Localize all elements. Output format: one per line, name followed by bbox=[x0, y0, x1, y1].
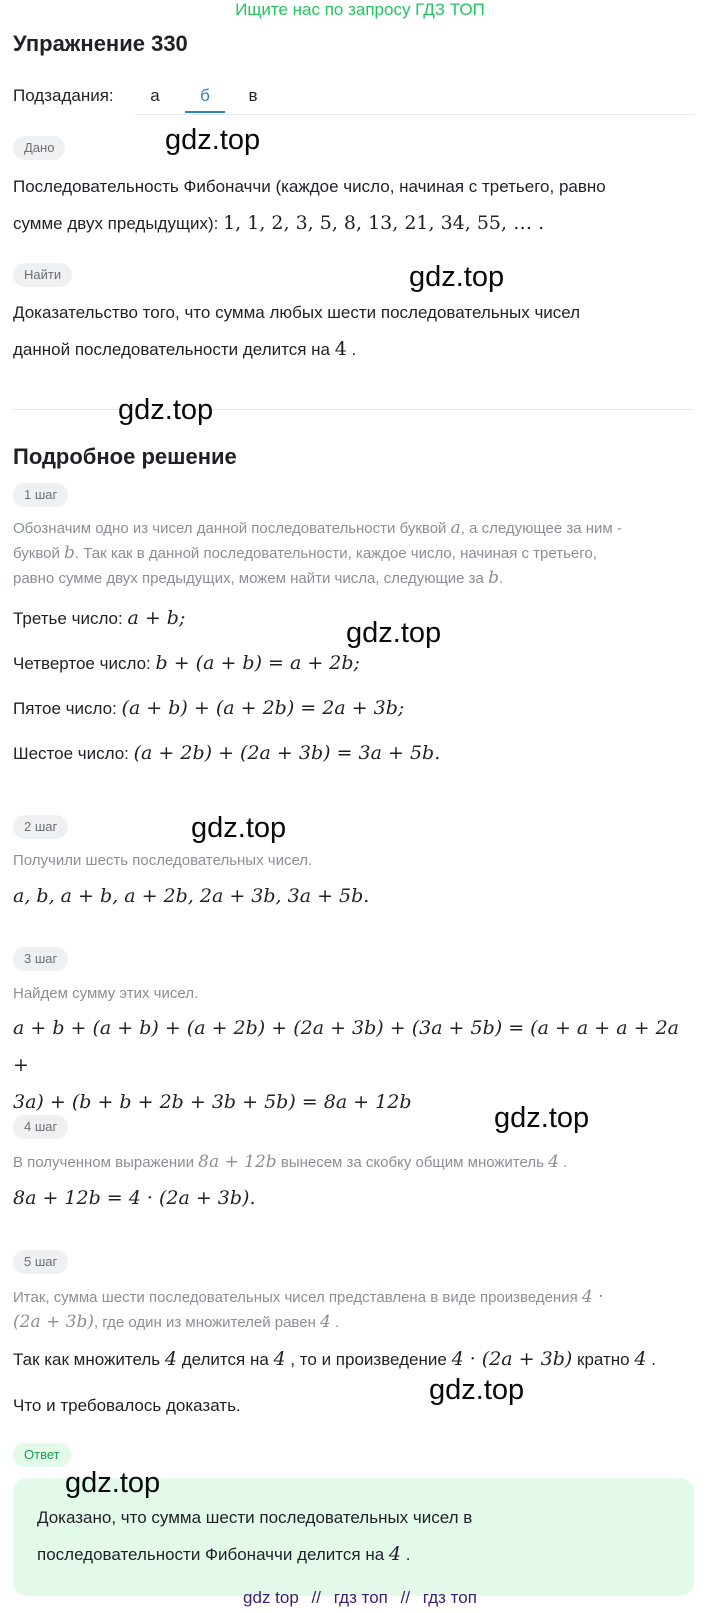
given-line-2-text: сумме двух предыдущих): bbox=[13, 214, 219, 233]
step4-gray-m2: 4 bbox=[548, 1152, 559, 1172]
step1-explanation bbox=[13, 516, 693, 591]
footer-separator: // bbox=[400, 1588, 411, 1607]
tabs-baseline bbox=[135, 114, 694, 115]
step1-gray2b: . Так как в данной последовательности, каждое число, начиная с третьего, bbox=[74, 545, 597, 562]
step5-gray1m: 4 · bbox=[581, 1287, 604, 1307]
fifth-number-label: Пятое число: bbox=[13, 699, 117, 718]
step3-explanation: Найдем сумму этих чисел. bbox=[13, 985, 199, 1002]
step5-line1a: Так как множитель bbox=[13, 1350, 161, 1369]
tab-a[interactable]: а bbox=[150, 86, 160, 105]
step1-gray1m: a bbox=[450, 518, 461, 538]
step5-line1b: делится на bbox=[181, 1350, 269, 1369]
step5-gray2b: . bbox=[335, 1314, 340, 1331]
fourth-number-math: b + (a + b) = a + 2b; bbox=[155, 652, 360, 674]
step1-gray-line-1 bbox=[13, 516, 693, 541]
step3-math-line-1 bbox=[13, 1010, 693, 1084]
step1-gray1a: Обозначим одно из чисел данной последовательности буквой bbox=[13, 520, 447, 537]
footer-link-1[interactable]: gdz top bbox=[243, 1588, 299, 1607]
step4-chip: 4 шаг bbox=[13, 1115, 68, 1139]
step3-math-block bbox=[13, 1010, 693, 1121]
tab-b[interactable]: б bbox=[200, 86, 210, 105]
solution-title: Подробное решение bbox=[13, 444, 237, 469]
sixth-number-math: (a + 2b) + (2a + 3b) = 3a + 5b. bbox=[133, 742, 441, 764]
answer-line-2-text: последовательности Фибоначчи делится на bbox=[37, 1545, 385, 1564]
step5-line1m1: 4 bbox=[164, 1348, 177, 1370]
footer-link-3[interactable]: гдз топ bbox=[422, 1588, 477, 1607]
step5-line-2: Что и требовалось доказать. bbox=[13, 1396, 241, 1415]
step1-gray3m: b bbox=[488, 568, 499, 588]
find-chip: Найти bbox=[13, 263, 72, 287]
footer-link-2[interactable]: гдз топ bbox=[333, 1588, 388, 1607]
step4-gray-b: вынесем за скобку общим множитель bbox=[280, 1154, 544, 1171]
watermark: gdz.top bbox=[409, 261, 505, 293]
step5-gray2a: , где один из множителей равен bbox=[93, 1314, 316, 1331]
step1-gray2m: b bbox=[64, 543, 75, 563]
find-line-2-text: данной последовательности делится на bbox=[13, 340, 330, 359]
step1-gray1b: , а следующее за ним - bbox=[460, 520, 622, 537]
find-line-2-tail: . bbox=[351, 340, 357, 359]
step5-gray-line-2 bbox=[13, 1310, 693, 1335]
third-number-label: Третье число: bbox=[13, 609, 123, 628]
sixth-number-line bbox=[13, 731, 693, 776]
step2-math-line bbox=[13, 878, 693, 915]
step3-math-line-2 bbox=[13, 1084, 693, 1121]
step5-gray-line-1 bbox=[13, 1285, 693, 1310]
step1-gray2a: буквой bbox=[13, 545, 60, 562]
answer-line-2 bbox=[37, 1536, 677, 1573]
find-text bbox=[13, 295, 693, 368]
step4-math: 8a + 12b = 4 · (2a + 3b). bbox=[13, 1187, 256, 1209]
step5-line1m3: 4 · (2a + 3b) bbox=[451, 1348, 573, 1370]
footer-links bbox=[0, 1588, 720, 1608]
step4-gray-c: . bbox=[563, 1154, 568, 1171]
find-line-1: Доказательство того, что сумма любых шести последовательных чисел bbox=[13, 303, 581, 322]
footer-separator: // bbox=[311, 1588, 321, 1607]
step1-gray-line-3 bbox=[13, 566, 693, 591]
given-text bbox=[13, 169, 693, 242]
fourth-number-label: Четвертое число: bbox=[13, 654, 151, 673]
given-chip: Дано bbox=[13, 136, 65, 160]
step5-line1d: кратно bbox=[577, 1350, 630, 1369]
third-number-math: a + b; bbox=[127, 607, 186, 629]
step4-gray-a: В полученном выражении bbox=[13, 1154, 194, 1171]
step2-math: a, b, a + b, a + 2b, 2a + 3b, 3a + 5b. bbox=[13, 885, 370, 907]
step3-math-1: a + b + (a + b) + (a + 2b) + (2a + 3b) + (3a + 5b) = (a + a + a + 2a + bbox=[13, 1017, 679, 1076]
step5-conclusion bbox=[13, 1336, 693, 1429]
page-title: Упражнение 330 bbox=[13, 31, 188, 56]
step3-chip: 3 шаг bbox=[13, 947, 68, 971]
step2-explanation: Получили шесть последовательных чисел. bbox=[13, 852, 313, 869]
step1-chip: 1 шаг bbox=[13, 483, 68, 507]
step5-explanation bbox=[13, 1285, 693, 1335]
answer-text bbox=[37, 1500, 677, 1573]
step2-chip: 2 шаг bbox=[13, 815, 68, 839]
top-banner: Ищите нас по запросу ГДЗ ТОП bbox=[235, 0, 485, 19]
step4-gray-m: 8a + 12b bbox=[198, 1152, 277, 1172]
watermark: gdz.top bbox=[346, 617, 442, 649]
find-math: 4 bbox=[334, 338, 347, 360]
step5-gray2m: (2a + 3b) bbox=[13, 1312, 94, 1332]
subtasks-label: Подзадания: bbox=[13, 86, 114, 105]
step3-math-2: 3a) + (b + b + 2b + 3b + 5b) = 8a + 12b bbox=[13, 1091, 412, 1113]
find-line-2 bbox=[13, 331, 693, 368]
given-line-2 bbox=[13, 205, 693, 242]
sixth-number-label: Шестое число: bbox=[13, 744, 129, 763]
fifth-number-line bbox=[13, 686, 693, 731]
section-divider bbox=[13, 409, 693, 410]
watermark: gdz.top bbox=[191, 812, 287, 844]
step5-gray1a: Итак, сумма шести последовательных чисел представлена в виде произведения bbox=[13, 1289, 578, 1306]
step5-line1e: . bbox=[651, 1350, 656, 1369]
watermark: gdz.top bbox=[118, 394, 214, 426]
step5-line1m4: 4 bbox=[634, 1348, 647, 1370]
step5-chip: 5 шаг bbox=[13, 1250, 68, 1274]
watermark: gdz.top bbox=[429, 1374, 525, 1406]
watermark: gdz.top bbox=[494, 1102, 590, 1134]
watermark: gdz.top bbox=[65, 1467, 161, 1499]
step1-gray-line-2 bbox=[13, 541, 693, 566]
step5-line1c: , то и произведение bbox=[290, 1350, 447, 1369]
answer-line-1: Доказано, что сумма шести последовательных чисел в bbox=[37, 1508, 473, 1527]
watermark: gdz.top bbox=[165, 124, 261, 156]
step1-gray3a: равно сумме двух предыдущих, можем найти числа, следующие за bbox=[13, 570, 484, 587]
step5-line-1 bbox=[13, 1336, 693, 1383]
given-sequence-math: 1, 1, 2, 3, 5, 8, 13, 21, 34, 55, … . bbox=[223, 212, 545, 234]
step5-line1m2: 4 bbox=[273, 1348, 286, 1370]
step4-explanation bbox=[13, 1150, 693, 1175]
answer-line-2-tail: . bbox=[405, 1545, 411, 1564]
given-line-1: Последовательность Фибоначчи (каждое число, начиная с третьего, равно bbox=[13, 177, 606, 196]
step4-math-line bbox=[13, 1180, 693, 1217]
step5-gray2m2: 4 bbox=[320, 1312, 331, 1332]
step1-gray3b: . bbox=[498, 570, 504, 587]
answer-math: 4 bbox=[388, 1543, 401, 1565]
active-tab-indicator bbox=[185, 111, 225, 113]
tab-v[interactable]: в bbox=[248, 86, 258, 105]
fifth-number-math: (a + b) + (a + 2b) = 2a + 3b; bbox=[121, 697, 405, 719]
answer-chip: Ответ bbox=[13, 1443, 71, 1467]
